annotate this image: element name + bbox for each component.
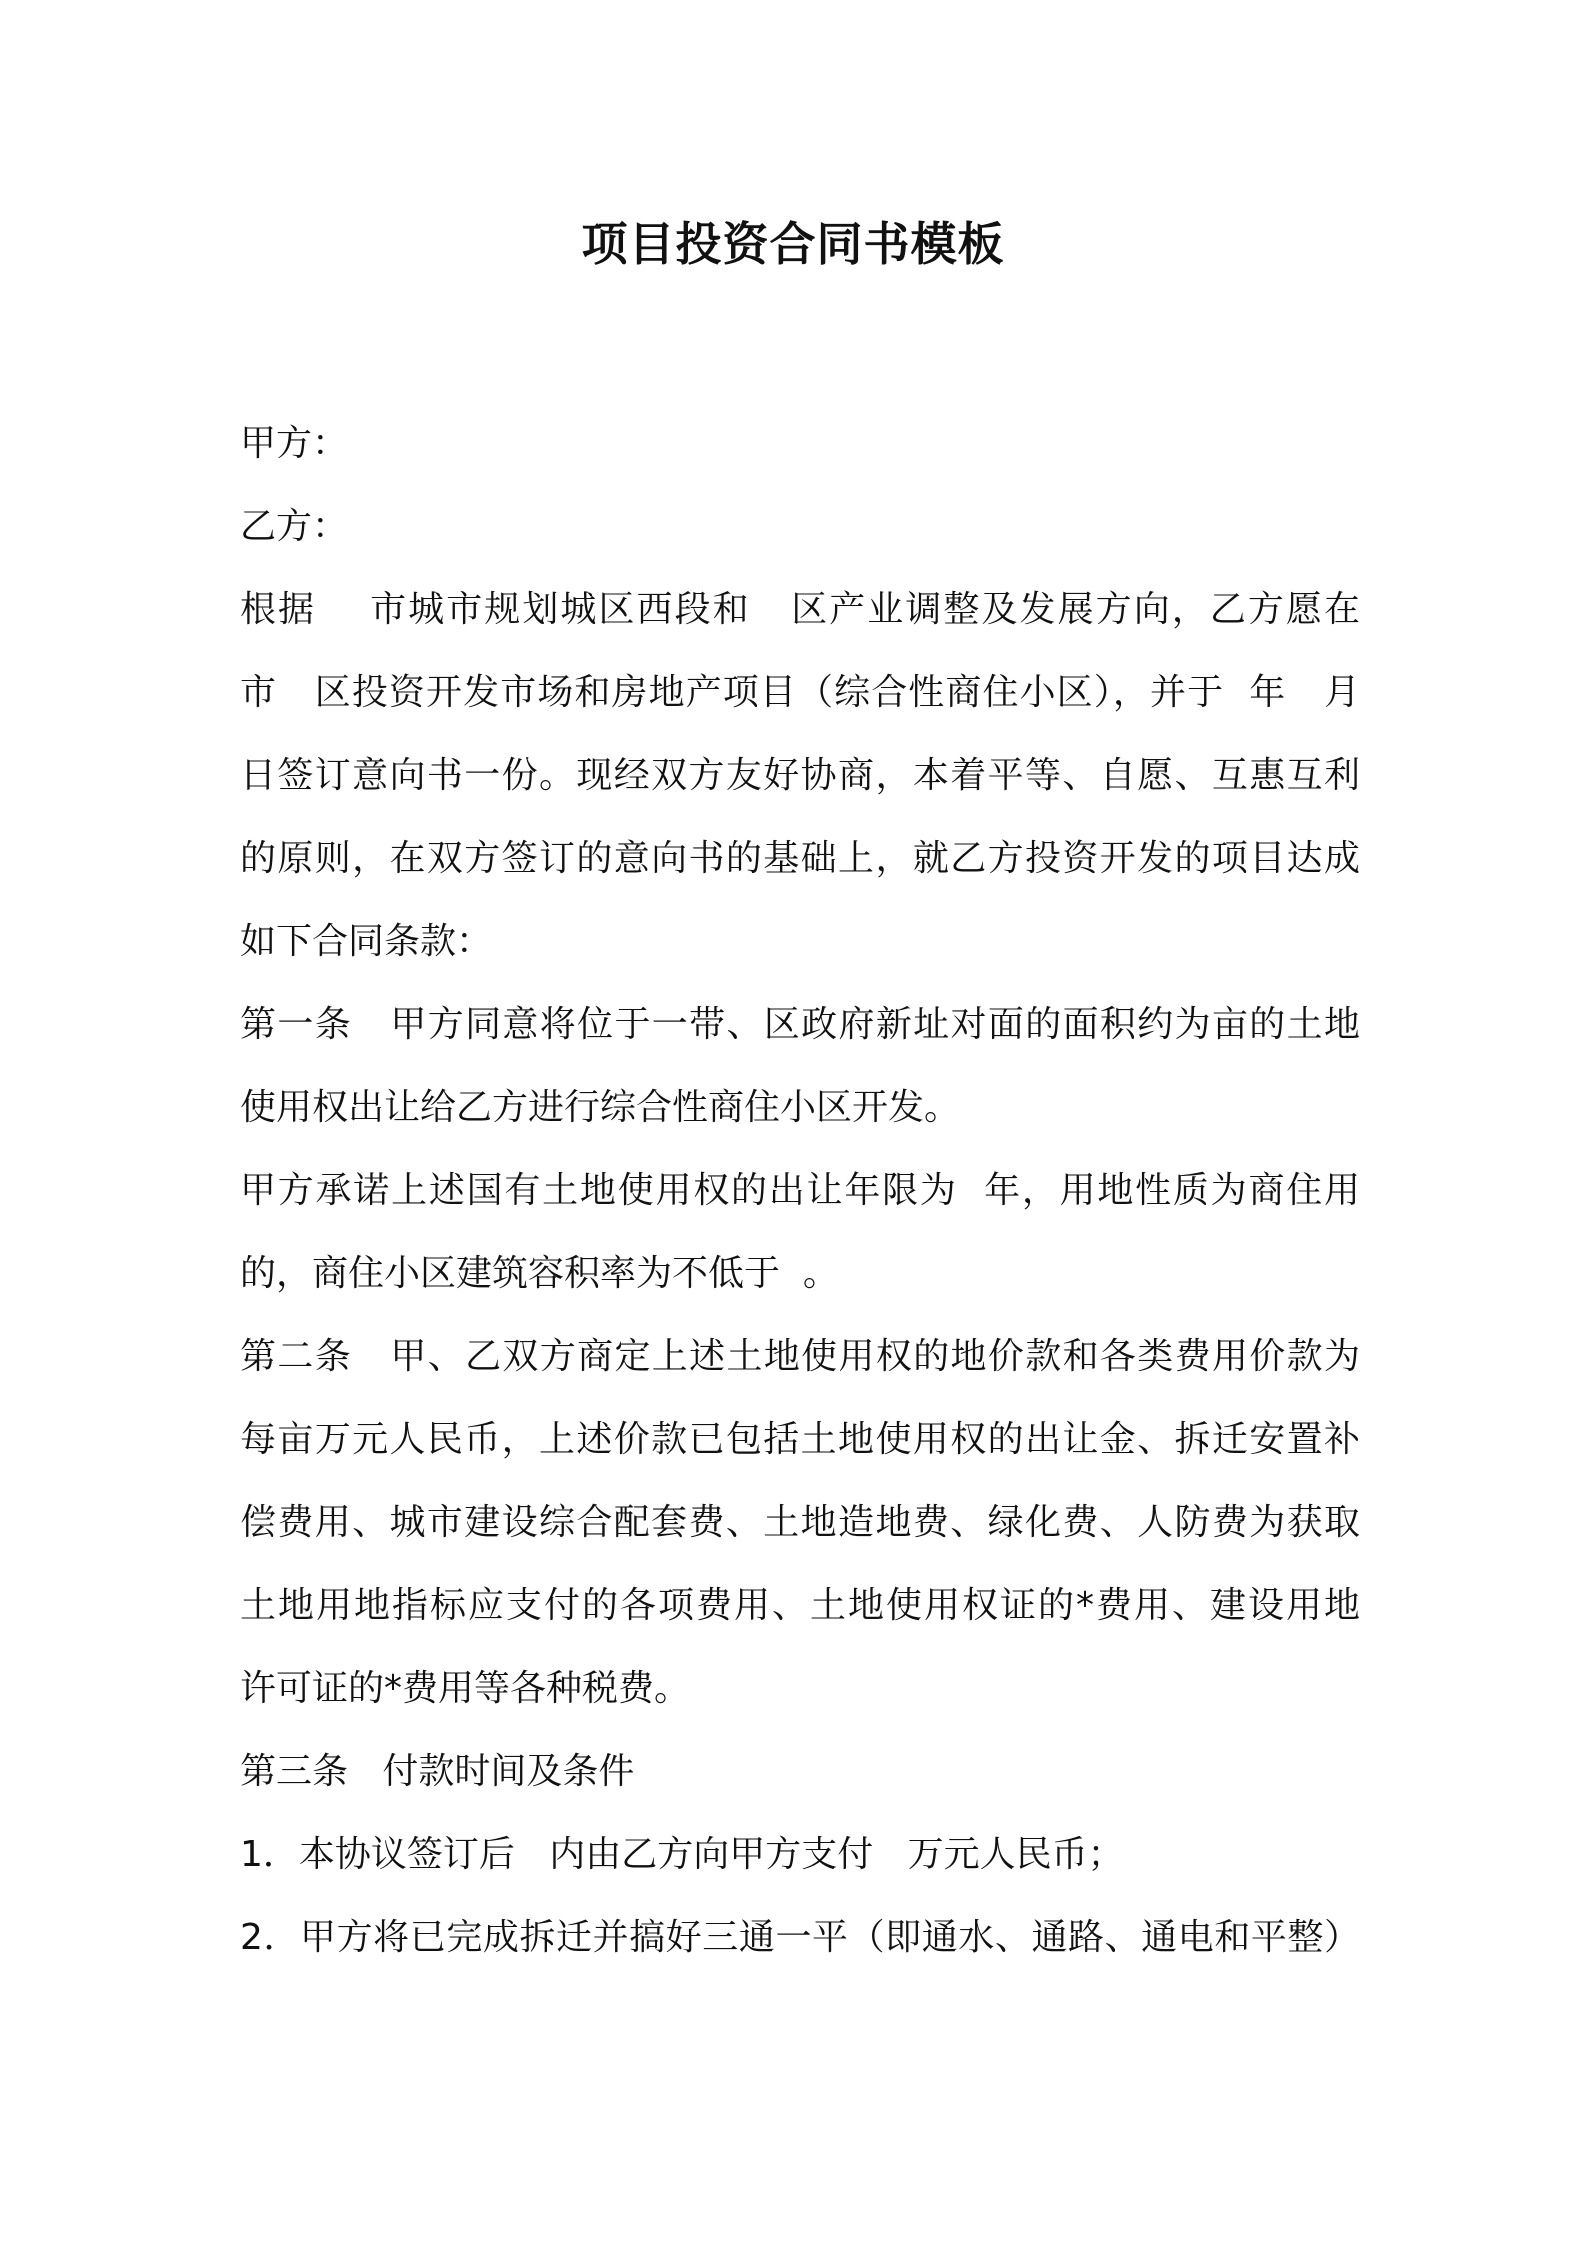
text-line: 甲方： [240, 423, 349, 464]
text-line: 第三条 付款时间及条件 [240, 1751, 635, 1792]
text-line: 乙方： [240, 506, 349, 547]
text-line: 甲方承诺上述国有土地使用权的出让年限为 年，用地性质为商住用 [240, 1170, 1360, 1211]
text-line: 偿费用、城市建设综合配套费、土地造地费、绿化费、人防费为获取 [240, 1502, 1360, 1543]
document-body [240, 402, 1360, 1979]
text-line: 土地用地指标应支付的各项费用、土地使用权证的*费用、建设用地 [240, 1585, 1360, 1626]
text-line: 第一条 甲方同意将位于一带、区政府新址对面的面积约为亩的土地 [240, 1004, 1360, 1045]
text-line: 日签订意向书一份。现经双方友好协商，本着平等、自愿、互惠互利 [240, 755, 1360, 796]
document-title: 项目投资合同书模板 [581, 217, 1005, 271]
text-line: 2．甲方将已完成拆迁并搞好三通一平（即通水、通路、通电和平整） [240, 1917, 1360, 1958]
text-line: 1．本协议签订后 内由乙方向甲方支付 万元人民币； [240, 1834, 1124, 1875]
text-line: 每亩万元人民币，上述价款已包括土地使用权的出让金、拆迁安置补 [240, 1419, 1360, 1460]
text-line: 根据 市城市规划城区西段和 区产业调整及发展方向，乙方愿在 [240, 589, 1360, 630]
text-line: 第二条 甲、乙双方商定上述土地使用权的地价款和各类费用价款为 [240, 1336, 1360, 1377]
text-line: 的原则，在双方签订的意向书的基础上，就乙方投资开发的项目达成 [240, 838, 1360, 879]
text-line: 许可证的*费用等各种税费。 [240, 1668, 691, 1709]
text-line: 如下合同条款： [240, 921, 493, 962]
text-line: 市 区投资开发市场和房地产项目（综合性商住小区），并于 年 月 [240, 672, 1360, 713]
text-line: 使用权出让给乙方进行综合性商住小区开发。 [240, 1087, 961, 1128]
text-line: 的，商住小区建筑容积率为不低于 。 [240, 1253, 839, 1294]
